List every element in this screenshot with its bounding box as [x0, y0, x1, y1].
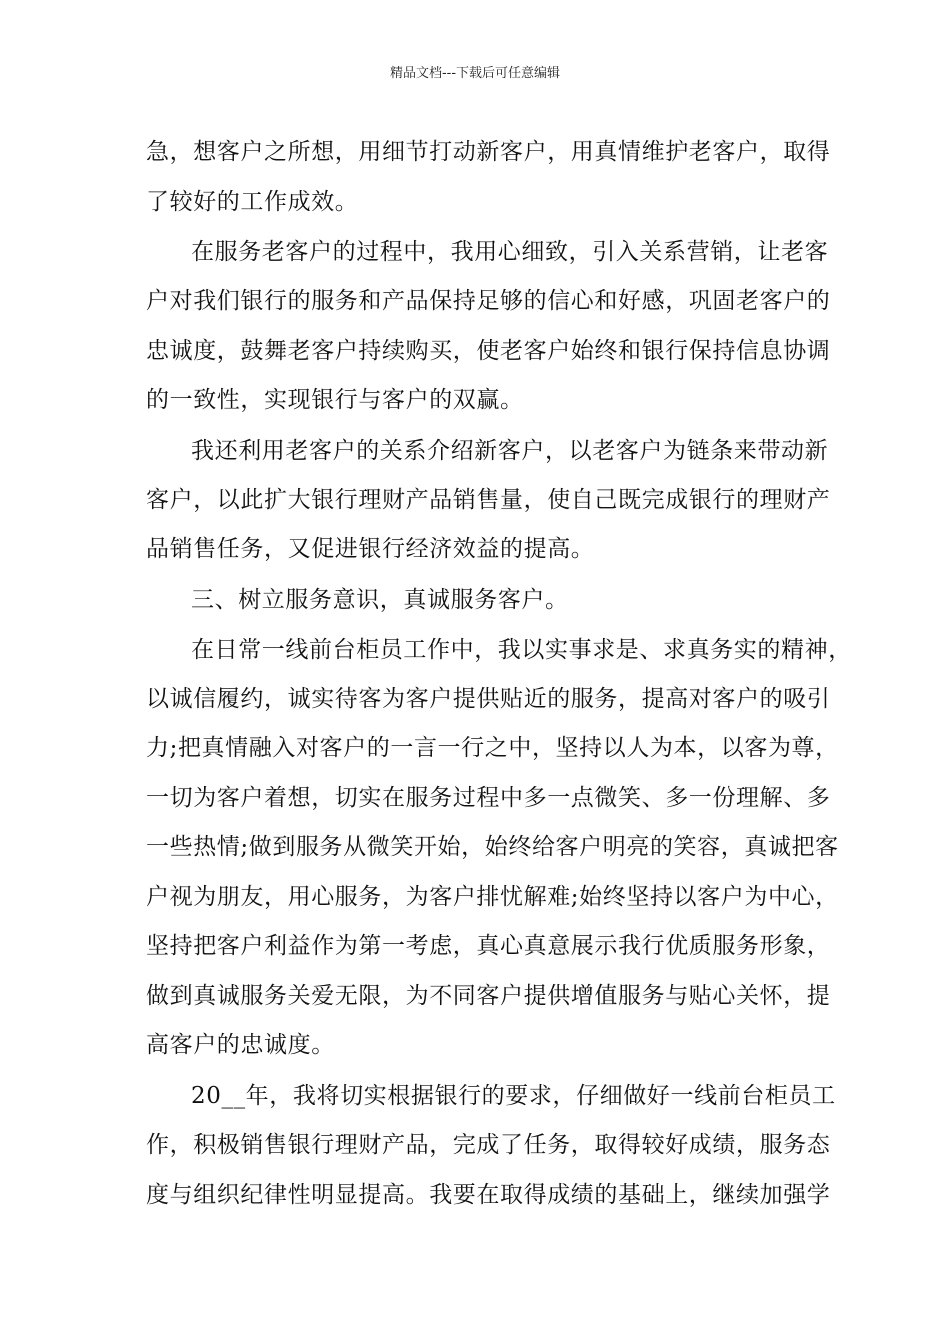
text-line: 忠诚度，鼓舞老客户持续购买，使老客户始终和银行保持信息协调 [146, 338, 831, 364]
page-header: 精品文档---下载后可任意编辑 [389, 66, 561, 81]
text-line: 户对我们银行的服务和产品保持足够的信心和好感，巩固老客户的 [146, 288, 831, 314]
text-line: 户视为朋友，用心服务，为客户排忧解难;始终坚持以客户为中心， [146, 884, 839, 910]
text-line: 高客户的忠诚度。 [146, 1032, 335, 1058]
text-line: 客户，以此扩大银行理财产品销售量，使自己既完成银行的理财产 [146, 487, 831, 513]
text-line: 以诚信履约，诚实待客为客户提供贴近的服务，提高对客户的吸引 [146, 686, 831, 712]
text-line: 做到真诚服务关爱无限，为不同客户提供增值服务与贴心关怀，提 [146, 983, 831, 1009]
text-line: 一切为客户着想，切实在服务过程中多一点微笑、多一份理解、多 [146, 785, 831, 811]
text-line: 了较好的工作成效。 [146, 189, 359, 215]
text-line: 一些热情;做到服务从微笑开始，始终给客户明亮的笑容，真诚把客 [146, 834, 839, 860]
text-line: 作，积极销售银行理财产品，完成了任务，取得较好成绩，服务态 [146, 1132, 831, 1158]
section-heading: 三、树立服务意识，真诚服务客户。 [191, 587, 569, 613]
paragraph-first-line: 我还利用老客户的关系介绍新客户，以老客户为链条来带动新 [191, 438, 829, 464]
paragraph-first-line: 在日常一线前台柜员工作中，我以实事求是、求真务实的精神， [191, 637, 852, 663]
text-line: 的一致性，实现银行与客户的双赢。 [146, 387, 524, 413]
text-line: 力;把真情融入对客户的一言一行之中，坚持以人为本，以客为尊， [146, 735, 839, 761]
paragraph-first-line: 20__年，我将切实根据银行的要求，仔细做好一线前台柜员工 [191, 1083, 836, 1109]
text-line: 急，想客户之所想，用细节打动新客户，用真情维护老客户，取得 [146, 139, 831, 165]
text-line: 品销售任务，又促进银行经济效益的提高。 [146, 536, 595, 562]
paragraph-first-line: 在服务老客户的过程中，我用心细致，引入关系营销，让老客 [191, 239, 829, 265]
text-line: 坚持把客户利益作为第一考虑，真心真意展示我行优质服务形象， [146, 933, 831, 959]
text-line: 度与组织纪律性明显提高。我要在取得成绩的基础上，继续加强学 [146, 1182, 831, 1208]
